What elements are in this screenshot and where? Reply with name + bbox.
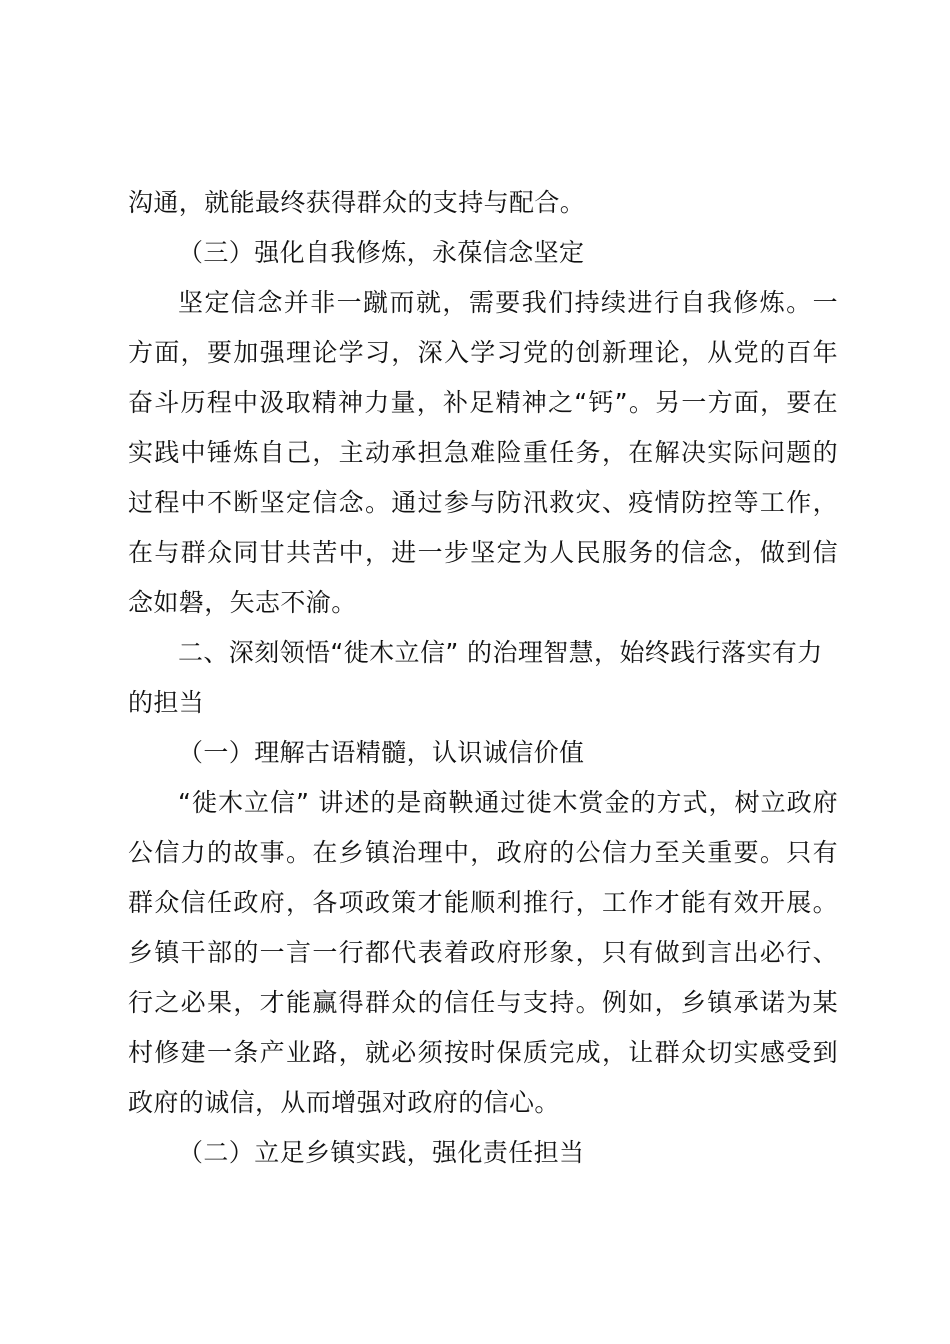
section-heading-3: （三）强化自我修炼，永葆信念坚定 xyxy=(178,238,585,267)
paragraph-self-cultivation: 坚定信念并非一蹴而就，需要我们持续进行自我修炼。一方面，要加强理论学习，深入学习党的创新理论，从党的百年奋斗历程中汲取精神力量，补足精神之“钙”。另一方面，要在实践中锤炼自己，主动承担急难险重任务，在解决实际问题的过程中不断坚定信念。通过参与防汛救灾、疫情防控等工作，在与群众同甘共苦中，进一步坚定为人民服务的信念，做到信念如磐，矢志不渝。 xyxy=(128,288,838,617)
document-body xyxy=(128,178,838,1178)
section-heading-2: （二）立足乡镇实践，强化责任担当 xyxy=(178,1138,585,1167)
paragraph-credibility: “徙木立信” 讲述的是商鞅通过徙木赏金的方式，树立政府公信力的故事。在乡镇治理中，政府的公信力至关重要。只有群众信任政府，各项政策才能顺利推行，工作才能有效开展。乡镇干部的一言一行都代表着政府形象，只有做到言出必行、行之必果，才能赢得群众的信任与支持。例如，乡镇承诺为某村修建一条产业路，就必须按时保质完成，让群众切实感受到政府的诚信，从而增强对政府的信心。 xyxy=(128,788,838,1117)
paragraph-continuation: 沟通，就能最终获得群众的支持与配合。 xyxy=(128,188,586,217)
section-heading-1: （一）理解古语精髓，认识诚信价值 xyxy=(178,738,585,767)
chapter-heading-2: 二、深刻领悟“徙木立信” 的治理智慧，始终践行落实有力的担当 xyxy=(128,638,823,717)
